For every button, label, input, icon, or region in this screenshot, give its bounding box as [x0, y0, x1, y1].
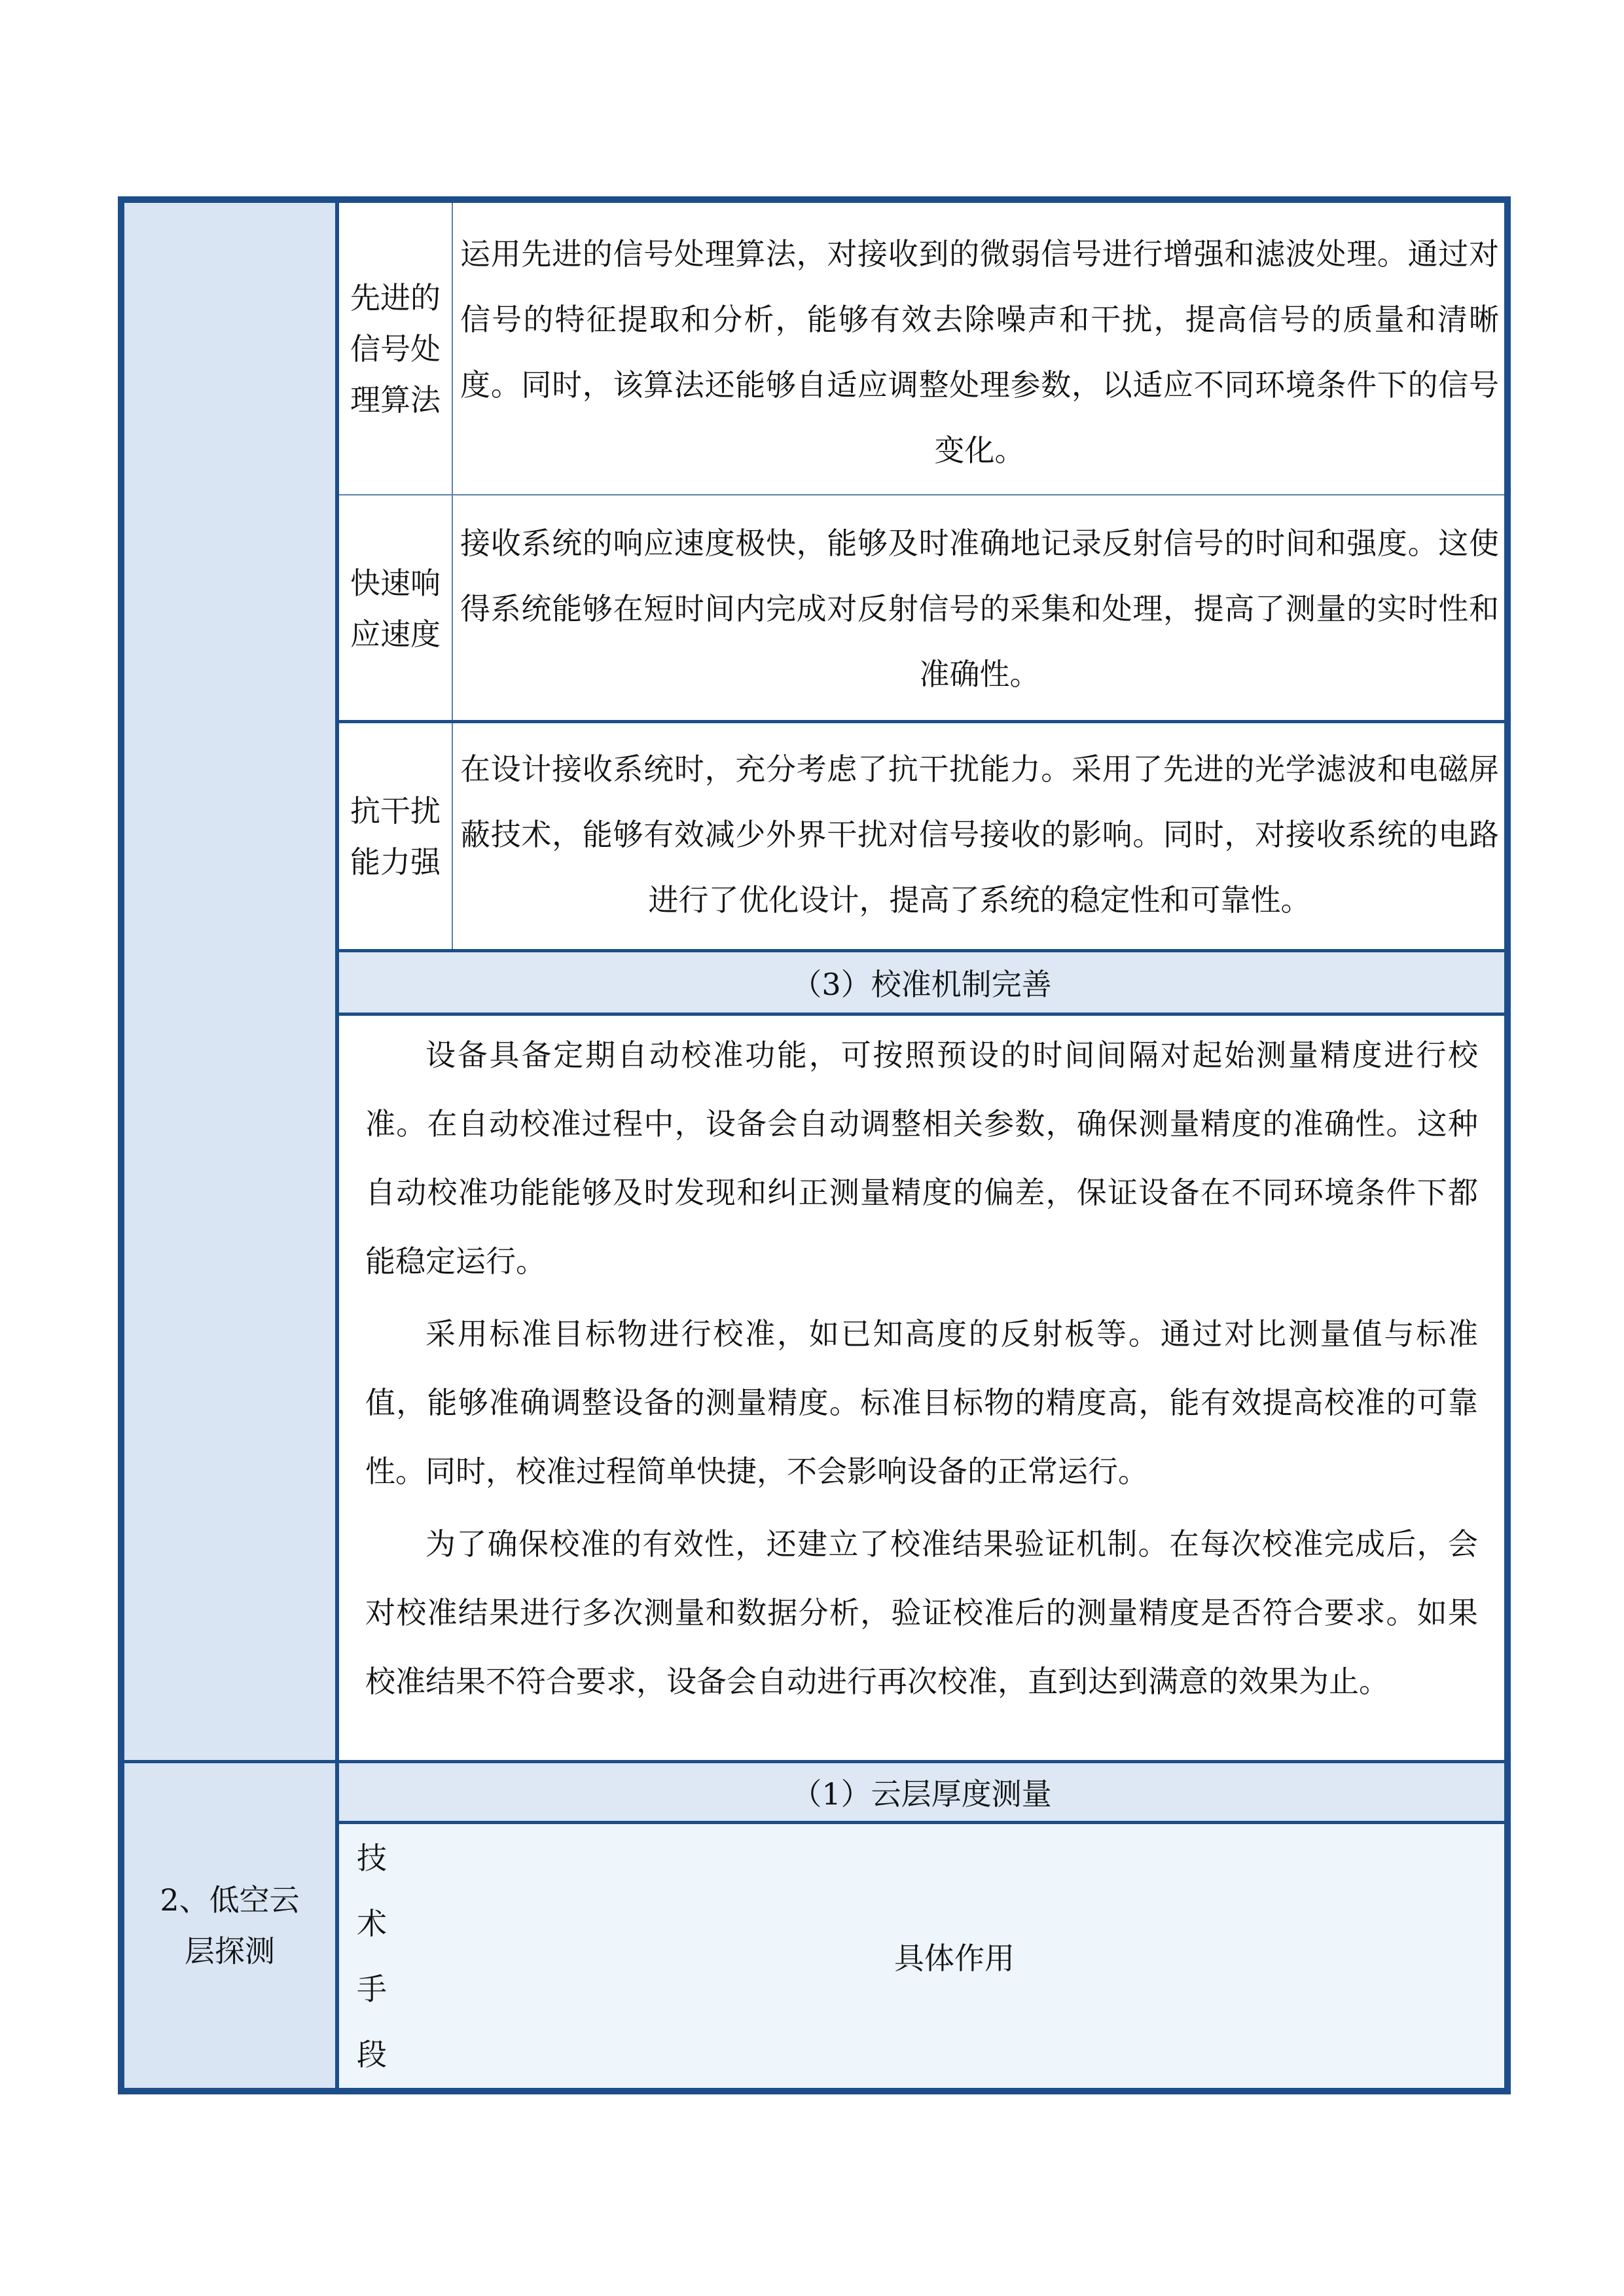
- row2-text: [455, 511, 1504, 720]
- function-column-header-text: 具体作用: [894, 1940, 1015, 1976]
- row2-label: [339, 495, 452, 721]
- content-table: [118, 196, 1511, 2094]
- section2-label-text: 2、低空云层探测: [160, 1882, 300, 1969]
- header-char: 术: [357, 1906, 387, 1941]
- calibration-paragraph: 为了确保校准的有效性，还建立了校准结果验证机制。在每次校准完成后，会对校准结果进行多次测量和数据分析，验证校准后的测量精度是否符合要求。如果校准结果不符合要求，设备会自动进行再次校准，直到达到满意的效果为止。: [365, 1526, 1478, 1699]
- row1-label-text: 先进的信号处理算法: [350, 279, 441, 418]
- section2-heading: [339, 1763, 1504, 1821]
- function-column-header: [405, 1824, 1504, 2088]
- row2-label-text: 快速响应速度: [350, 565, 441, 652]
- row3-text: [455, 736, 1504, 946]
- row1-text-content: 运用先进的信号处理算法，对接收到的微弱信号进行增强和滤波处理。通过对信号的特征提取和分析，能够有效去除噪声和干扰，提高信号的质量和清晰度。同时，该算法还能够自适应调整处理参数，以适应不同环境条件下的信号变化。: [460, 236, 1499, 468]
- inner-divider: [452, 203, 453, 949]
- left-column-upper: [124, 203, 335, 1760]
- row1-text: [455, 221, 1504, 490]
- row2-text-content: 接收系统的响应速度极快，能够及时准确地记录反射信号的时间和强度。这使得系统能够在短时间内完成对反射信号的采集和处理，提高了测量的实时性和准确性。: [460, 526, 1499, 692]
- calibration-heading: [339, 952, 1504, 1013]
- header-char: 手: [357, 1971, 387, 2007]
- section2-label: [124, 1763, 335, 2088]
- technique-column-header: [339, 1825, 405, 2087]
- row3-text-content: 在设计接收系统时，充分考虑了抗干扰能力。采用了先进的光学滤波和电磁屏蔽技术，能够有效减少外界干扰对信号接收的影响。同时，对接收系统的电路进行了优化设计，提高了系统的稳定性和可靠性。: [460, 751, 1499, 918]
- calibration-paragraph: 设备具备定期自动校准功能，可按照预设的时间间隔对起始测量精度进行校准。在自动校准过程中，设备会自动调整相关参数，确保测量精度的准确性。这种自动校准功能能够及时发现和纠正测量精度的偏差，保证设备在不同环境条件下都能稳定运行。: [365, 1037, 1478, 1279]
- calibration-paragraph: 采用标准目标物进行校准，如已知高度的反射板等。通过对比测量值与标准值，能够准确调整设备的测量精度。标准目标物的精度高，能有效提高校准的可靠性。同时，校准过程简单快捷，不会影响设备的正常运行。: [365, 1316, 1478, 1489]
- row3-label-text: 抗干扰能力强: [350, 793, 441, 880]
- row1-label: [339, 203, 452, 494]
- header-char: 段: [357, 2037, 387, 2072]
- header-char: 技: [357, 1840, 387, 1876]
- section2-heading-text: （1）云层厚度测量: [791, 1776, 1052, 1812]
- calibration-heading-text: （3）校准机制完善: [791, 967, 1052, 1002]
- row-divider: [339, 720, 1504, 723]
- section2-subtable: [339, 1824, 1504, 2088]
- row3-label: [339, 723, 452, 949]
- calibration-body: [339, 1016, 1504, 1760]
- row-divider: [339, 494, 1504, 495]
